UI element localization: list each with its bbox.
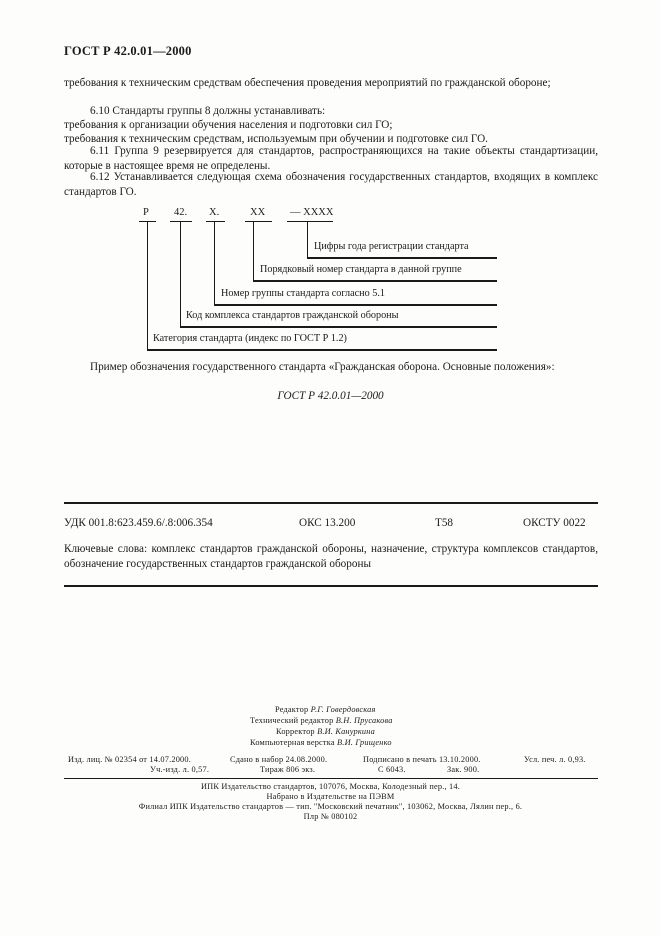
imprint-layout-label: Компьютерная верстка <box>250 738 335 747</box>
imprint-typeset: Набрано в Издательстве на ПЭВМ <box>266 792 395 801</box>
imprint-license: Изд. лиц. № 02354 от 14.07.2000. <box>68 755 192 764</box>
paragraph: 6.10 Стандарты группы 8 должны устанавливать: <box>90 105 326 117</box>
paragraph: 6.11 Группа 9 резервируется для стандартов, распространяющихся на такие объекты стандартизации, которые в настоящее время не определены. <box>64 145 598 172</box>
scheme-leader <box>307 221 308 258</box>
paragraph: требования к техническим средствам обеспечения проведения мероприятий по гражданской обороне; <box>64 77 551 89</box>
scheme-underline <box>287 221 333 222</box>
scheme-leader <box>147 221 148 350</box>
scheme-underline <box>245 221 272 222</box>
imprint-tech-editor <box>250 716 393 725</box>
scheme-segment-year: — ХХХХ <box>290 207 334 218</box>
scheme-leader <box>214 221 215 305</box>
imprint-print-sheets: Усл. печ. л. 0,93. <box>524 755 586 764</box>
scheme-label-number: Порядковый номер стандарта в данной группе <box>260 264 462 275</box>
imprint-order: Зак. 900. <box>447 765 480 774</box>
scheme-rule <box>253 280 497 282</box>
imprint-sent: Сдано в набор 24.08.2000. <box>230 755 328 764</box>
scheme-rule <box>147 349 497 351</box>
imprint-code: С 6043. <box>378 765 406 774</box>
udk-code: УДК 001.8:623.459.6/.8:006.354 <box>64 517 213 529</box>
scheme-segment-group: Х. <box>209 207 220 218</box>
scheme-label-year: Цифры года регистрации стандарта <box>314 241 469 252</box>
scheme-leader <box>180 221 181 327</box>
imprint-branch: Филиал ИПК Издательство стандартов — тип. "Московский печатник", 103062, Москва, Лялин пер., 6. <box>138 802 523 811</box>
scheme-rule <box>180 326 497 328</box>
imprint-corrector-label: Корректор <box>276 727 315 736</box>
paragraph: требования к техническим средствам, используемым при обучении и подготовке сил ГО. <box>64 133 488 145</box>
imprint-pub-sheets: Уч.-изд. л. 0,57. <box>150 765 210 774</box>
scheme-rule <box>307 257 497 259</box>
imprint-corrector-name: В.И. Кануркина <box>317 727 375 736</box>
scheme-label-category: Категория стандарта (индекс по ГОСТ Р 1.2) <box>153 333 347 344</box>
page-header: ГОСТ Р 42.0.01—2000 <box>64 44 192 58</box>
oks-code: ОКС 13.200 <box>299 517 356 529</box>
scheme-underline <box>206 221 225 222</box>
paragraph: требования к организации обучения населения и подготовки сил ГО; <box>64 119 393 131</box>
divider <box>64 502 598 504</box>
example-intro: Пример обозначения государственного стандарта «Гражданская оборона. Основные положения»: <box>90 361 555 373</box>
imprint-editor <box>275 705 376 714</box>
imprint-layout <box>250 738 392 747</box>
scheme-segment-category: Р <box>143 207 149 218</box>
imprint-plr: Плр № 080102 <box>303 812 358 821</box>
scheme-label-complex: Код комплекса стандартов гражданской обороны <box>186 310 399 321</box>
imprint-layout-name: В.И. Грищенко <box>337 738 392 747</box>
divider <box>64 778 598 779</box>
imprint-run: Тираж 806 экз. <box>260 765 316 774</box>
scheme-label-group: Номер группы стандарта согласно 5.1 <box>221 288 386 299</box>
t-code: Т58 <box>435 517 454 529</box>
scheme-leader <box>253 221 254 281</box>
example-designation: ГОСТ Р 42.0.01—2000 <box>277 390 384 402</box>
paragraph: 6.12 Устанавливается следующая схема обозначения государственных стандартов, входящих в комплекс стандартов ГО. <box>64 171 598 198</box>
imprint-signed: Подписано в печать 13.10.2000. <box>363 755 481 764</box>
scheme-underline <box>170 221 192 222</box>
imprint-tech-editor-name: В.Н. Прусакова <box>335 716 393 725</box>
keywords: Ключевые слова: комплекс стандартов гражданской обороны, назначение, структура комплексов стандартов, обозначение государственных стандартов гражданской обороны <box>64 543 598 570</box>
imprint-publisher: ИПК Издательство стандартов, 107076, Москва, Колодезный пер., 14. <box>200 782 461 791</box>
scheme-segment-complex: 42. <box>174 207 188 218</box>
scheme-segment-number: ХХ <box>250 207 266 218</box>
imprint-editor-name: Р.Г. Говердовская <box>310 705 376 714</box>
imprint-tech-editor-label: Технический редактор <box>250 716 334 725</box>
imprint-editor-label: Редактор <box>275 705 309 714</box>
okstu-code: ОКСТУ 0022 <box>523 517 586 529</box>
divider <box>64 585 598 587</box>
scheme-rule <box>214 304 497 306</box>
imprint-corrector <box>276 727 375 736</box>
